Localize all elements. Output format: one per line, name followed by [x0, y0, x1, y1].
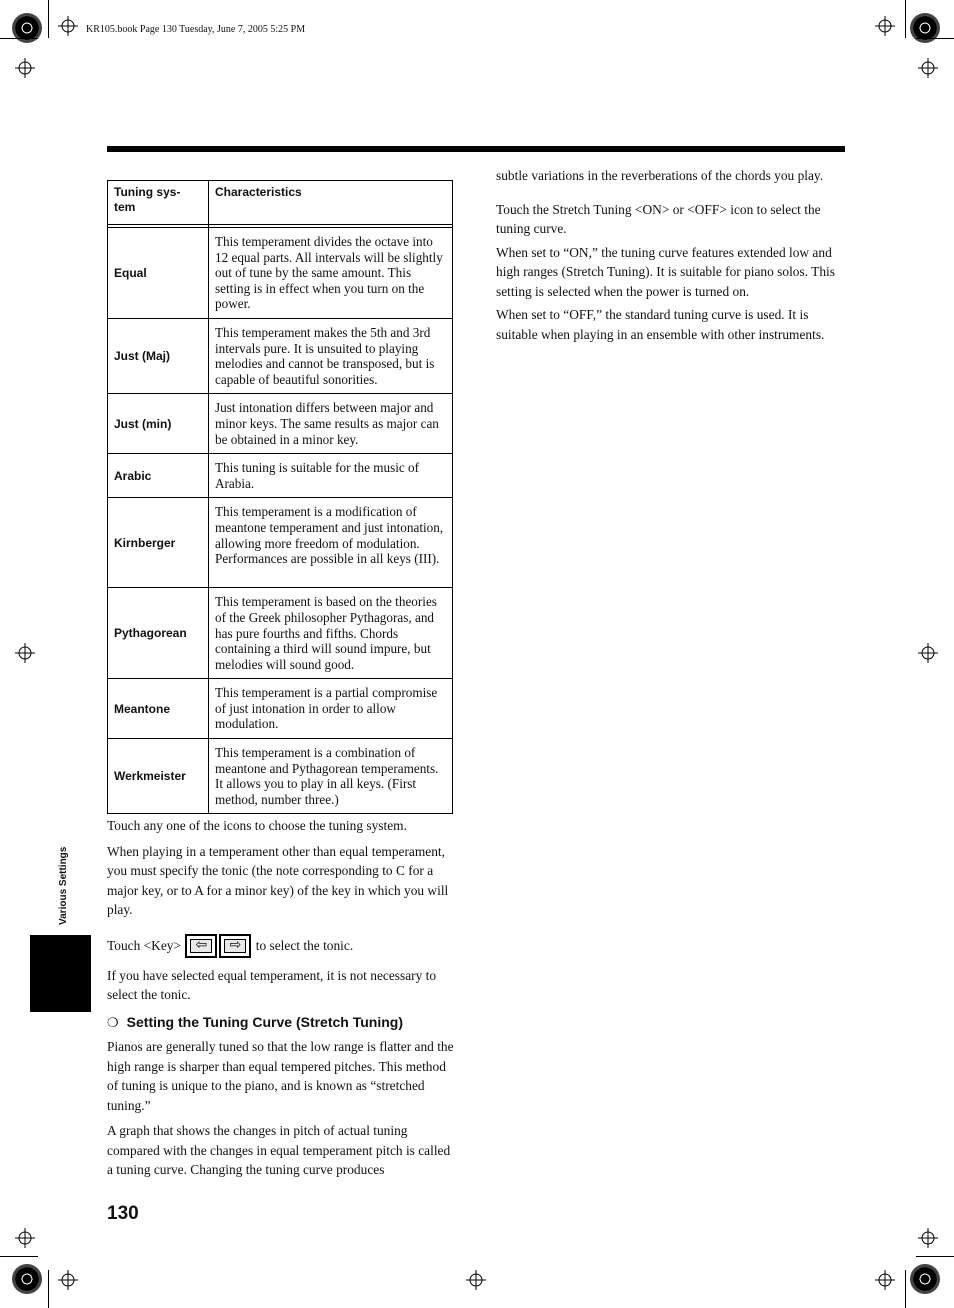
paragraph: subtle variations in the reverberations of the chords you play.: [496, 168, 824, 183]
tuning-description: This temperament is a combination of meantone and Pythagorean temperaments. It allows you to play in all keys. (First method, number three.): [209, 739, 453, 814]
arrow-left-icon: ⇦: [190, 939, 212, 953]
tuning-description: Just intonation differs between major and minor keys. The same results as major can be obtained in a minor key.: [209, 394, 453, 454]
page-number: 130: [107, 1203, 139, 1224]
crop-mark: [48, 1270, 49, 1308]
registration-mark-icon: [15, 58, 35, 78]
paragraph: If you have selected equal temperament, it is not necessary to select the tonic.: [107, 967, 437, 1002]
touch-key-suffix: to select the tonic.: [255, 937, 354, 953]
tuning-name: Kirnberger: [108, 498, 209, 588]
tuning-description: This temperament divides the octave into 12 equal parts. All intervals will be slightly out of tune by the same amount. This setting is in effect when you turn on the power.: [209, 228, 453, 319]
touch-key-prefix: Touch <Key>: [107, 937, 182, 953]
table-row: [108, 318, 453, 393]
table-row: [108, 588, 453, 679]
registration-mark-icon: [15, 1228, 35, 1248]
column-header-characteristics: Characteristics: [209, 181, 453, 225]
tuning-name: Werkmeister: [108, 739, 209, 814]
right-column-text: [496, 166, 848, 350]
paragraph: When set to “ON,” the tuning curve features extended low and high ranges (Stretch Tuning). It is suitable for piano solos. This setting is selected when the power is turned on.: [496, 244, 835, 299]
tuning-name: Meantone: [108, 679, 209, 739]
corner-rosette-bottom-right: [910, 1264, 940, 1294]
tuning-name: Equal: [108, 228, 209, 319]
paragraph: When playing in a temperament other than equal temperament, you must specify the tonic (the note corresponding to C for a major key, or to A for a minor key) of the key in which you will play.: [107, 843, 449, 917]
crop-mark: [0, 38, 38, 39]
registration-mark-icon: [875, 16, 895, 36]
section-heading: [107, 1013, 455, 1034]
corner-rosette-bottom-left: [12, 1264, 42, 1294]
paragraph: Touch any one of the icons to choose the tuning system.: [107, 818, 407, 833]
tuning-name: Pythagorean: [108, 588, 209, 679]
crop-mark: [905, 0, 906, 38]
registration-mark-icon: [58, 1270, 78, 1290]
tuning-description: This temperament is a partial compromise of just intonation in order to allow modulation.: [209, 679, 453, 739]
key-right-button[interactable]: [219, 934, 251, 958]
registration-mark-icon: [918, 1228, 938, 1248]
tuning-description: This temperament makes the 5th and 3rd intervals pure. It is unsuited to playing melodies and cannot be transposed, but is capable of beautiful sonorities.: [209, 318, 453, 393]
file-header-note: KR105.book Page 130 Tuesday, June 7, 2005 5:25 PM: [86, 24, 306, 35]
registration-mark-icon: [918, 58, 938, 78]
registration-mark-icon: [15, 643, 35, 663]
section-side-label: Various Settings: [58, 846, 69, 925]
table-header-row: [108, 181, 453, 225]
table-row: [108, 679, 453, 739]
key-left-button[interactable]: [185, 934, 217, 958]
table-row: [108, 394, 453, 454]
section-title: Setting the Tuning Curve (Stretch Tuning): [126, 1013, 404, 1030]
arrow-right-icon: ⇨: [224, 939, 246, 953]
tuning-description: This tuning is suitable for the music of Arabia.: [209, 454, 453, 498]
paragraph: Pianos are generally tuned so that the low range is flatter and the high range is sharper than equal tempered pitches. This method of tuning is unique to the piano, and is known as “stretched tuning.”: [107, 1039, 454, 1113]
top-rule: [107, 146, 845, 152]
tuning-description: This temperament is based on the theories of the Greek philosopher Pythagoras, and has pure fourths and fifths. Chords containing a third will sound impure, but melodies will sound good.: [209, 588, 453, 679]
registration-mark-icon: [875, 1270, 895, 1290]
section-bullet-icon: ❍: [107, 1015, 119, 1031]
table-row: [108, 454, 453, 498]
tuning-name: Just (min): [108, 394, 209, 454]
tuning-name: Just (Maj): [108, 318, 209, 393]
table-row: [108, 498, 453, 588]
table-row: [108, 739, 453, 814]
touch-key-line: [107, 932, 455, 960]
crop-mark: [48, 0, 49, 38]
registration-mark-icon: [466, 1270, 486, 1290]
tuning-description: This temperament is a modification of meantone temperament and just intonation, allowing more freedom of modulation. Performances are possible in all keys (III).: [209, 498, 453, 588]
crop-mark: [916, 1256, 954, 1257]
tuning-system-table: [107, 180, 453, 814]
crop-mark: [0, 1256, 38, 1257]
table-row: [108, 228, 453, 319]
paragraph: When set to “OFF,” the standard tuning curve is used. It is suitable when playing in an ensemble with other instruments.: [496, 307, 825, 342]
left-column-text: [107, 816, 455, 1186]
column-header-tuning-system: Tuning sys- tem: [108, 181, 209, 225]
crop-mark: [916, 38, 954, 39]
section-thumb-tab: [30, 935, 91, 1012]
paragraph: Touch the Stretch Tuning <ON> or <OFF> icon to select the tuning curve.: [496, 201, 821, 236]
registration-mark-icon: [58, 16, 78, 36]
paragraph: A graph that shows the changes in pitch of actual tuning compared with the changes in equal temperament pitch is called a tuning curve. Changing the tuning curve produces: [107, 1123, 451, 1177]
registration-mark-icon: [918, 643, 938, 663]
tuning-name: Arabic: [108, 454, 209, 498]
crop-mark: [905, 1270, 906, 1308]
